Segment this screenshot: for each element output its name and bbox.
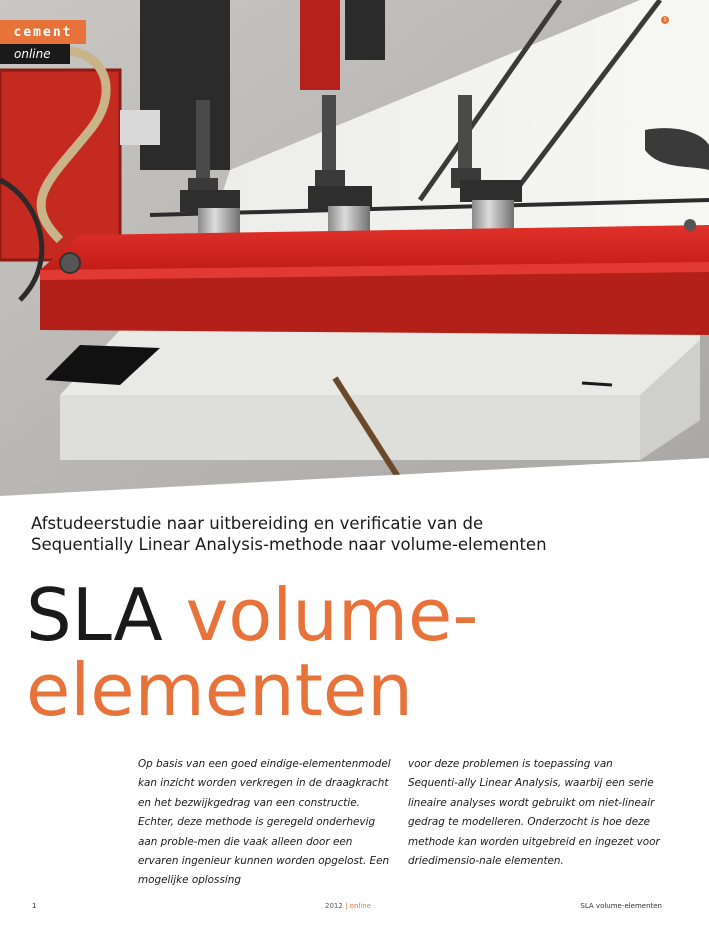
title-sla: SLA <box>26 573 186 657</box>
article-subtitle <box>31 513 671 555</box>
page-marker-dot: 1 <box>661 16 669 24</box>
article-title <box>26 573 686 732</box>
footer-section-title: SLA volume-elementen <box>580 902 662 910</box>
footer-edition <box>325 902 371 910</box>
footer-separator: | <box>345 902 348 910</box>
footer-online: online <box>349 902 372 910</box>
title-elementen: elementen <box>26 648 413 732</box>
subtitle-line-2: Sequentially Linear Analysis-methode naar volume-elementen <box>31 535 547 554</box>
footer-page-number: 1 <box>32 902 37 910</box>
title-volume: volume- <box>185 573 479 657</box>
brand-logo: cement <box>0 20 86 44</box>
footer-year: 2012 <box>325 902 343 910</box>
brand-tag: online <box>0 44 70 64</box>
subtitle-line-1: Afstudeerstudie naar uitbereiding en verificatie van de <box>31 514 484 533</box>
intro-column-2: voor deze problemen is toepassing van Sequenti-ally Linear Analysis, waarbij een serie lineaire analyses wordt gebruikt om niet-lineair gedrag te modelleren. Onderzocht is hoe deze methode kan worden uitgebreid en ingezet voor driedimensio-nale elementen. <box>408 758 660 868</box>
intro-column-1: Op basis van een goed eindige-elementenmodel kan inzicht worden verkregen in de draagkracht en het bezwijkgedrag van een constructie. Echter, deze methode is geregeld onderhevig aan proble-men die vaak alleen door een ervaren ingenieur kunnen worden opgelost. Een mogelijke oplossing <box>138 758 391 887</box>
